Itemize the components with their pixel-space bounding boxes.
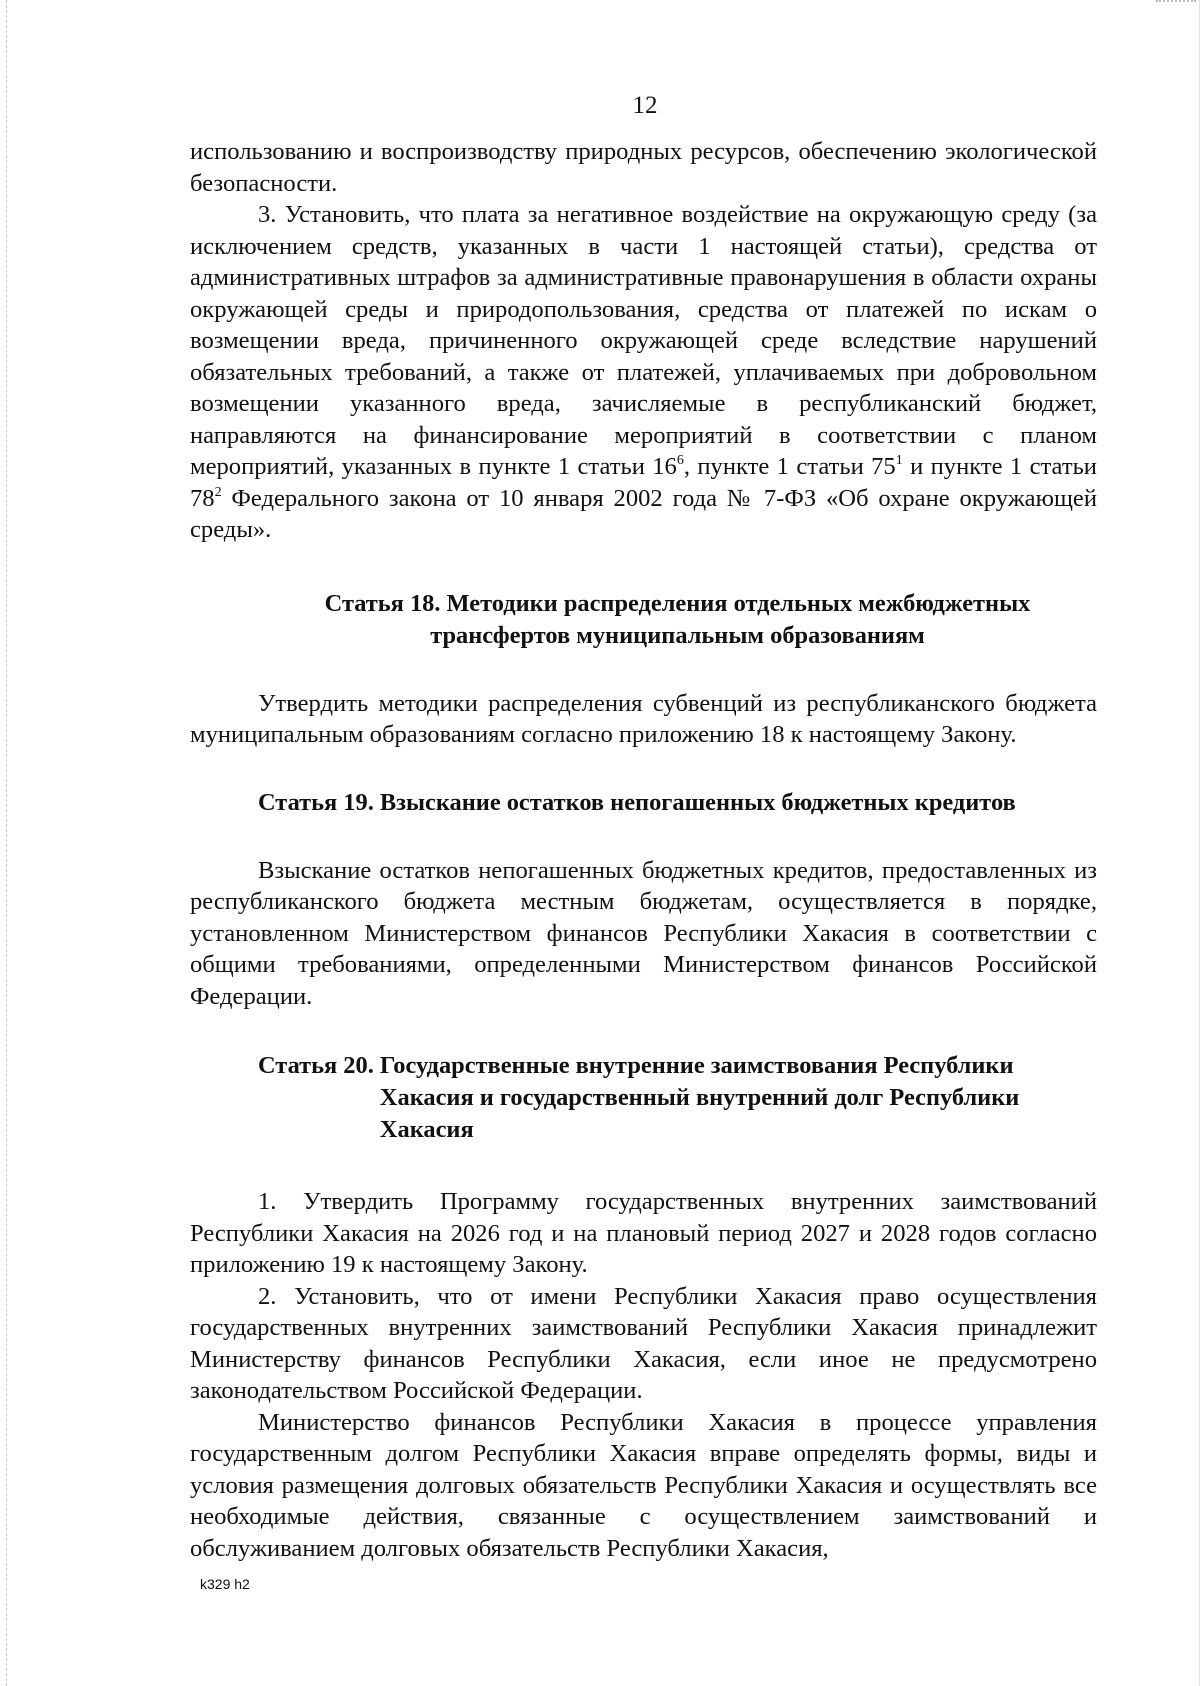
article-18-text: Утвердить методики распределения субвенций из республиканского бюджета муниципальным образованиям согласно приложению 18 к настоящему Закону. <box>190 689 1097 748</box>
article-20-heading: Статья 20. Государственные внутренние заимствования Республики Хакасия и государственный внутренний долг Республики Хакасия <box>258 1052 1020 1143</box>
superscript: 2 <box>214 484 222 500</box>
page-number: 12 <box>632 92 658 119</box>
document-code: k329 h2 <box>200 1576 250 1592</box>
superscript: 1 <box>895 453 903 468</box>
superscript: 6 <box>676 453 684 468</box>
scan-border-left <box>6 0 7 1686</box>
article-18-heading: Статья 18. Методики распределения отдельных межбюджетных трансфертов муниципальным образованиям <box>324 589 1031 649</box>
article-20-item-1: 1. Утвердить Программу государственных внутренних заимствований Республики Хакасия на 2026 год и на плановый период 2027 и 2028 годов согласно приложению 19 к настоящему Закону. <box>190 1188 1097 1278</box>
paragraph-item-3: 3. Установить, что плата за негативное воздействие на окружающую среду (за исключением средств, указанных в части 1 настоящей статьи), средства от административных штрафов за административные правонарушения в области охраны окружающей среды и природопользования, средства от платежей по искам о возмещении вреда, причиненного окружающей среде вследствие нарушений обязательных требований, а также от платежей, уплачиваемых при добровольном возмещении указанного вреда, зачисляемые в республиканский бюджет, направляются на финансирование мероприятий в соответствии с планом мероприятий, указанных в пункте 1 статьи $16^6$, пункте 1 статьи $75^1$ и пункте 1 статьи $78^2$ Федерального закона от 10 января 2002 года № 7-ФЗ «Об охране окружающей среды». <box>190 201 1097 543</box>
article-20-item-2: 2. Установить, что от имени Республики Хакасия право осуществления государственных внутренних заимствований Республики Хакасия принадлежит Министерству финансов Республики Хакасия, если иное не предусмотрено законодательством Российской Федерации. <box>190 1282 1097 1404</box>
article-19-heading: Статья 19. Взыскание остатков непогашенных бюджетных кредитов <box>258 788 1016 816</box>
article-20-item-2-continuation: Министерство финансов Республики Хакасия в процессе управления государственным долгом Республики Хакасия вправе определять формы, виды и условия размещения долговых обязательств Республики Хакасия и осуществлять все необходимые действия, связанные с осуществлением заимствований и обслуживанием долговых обязательств Республики Хакасия, <box>190 1408 1097 1562</box>
scan-corner-mark <box>1156 0 1196 6</box>
article-19-text: Взыскание остатков непогашенных бюджетных кредитов, предоставленных из республиканского бюджета местным бюджетам, осуществляется в порядке, установленном Министерством финансов Республики Хакасия в соответствии с общими требованиями, определенными Министерством финансов Российской Федерации. <box>190 856 1097 1010</box>
document-body <box>190 136 1097 1564</box>
paragraph-continuation: использованию и воспроизводству природных ресурсов, обеспечению экологической безопасности. <box>190 138 1097 197</box>
